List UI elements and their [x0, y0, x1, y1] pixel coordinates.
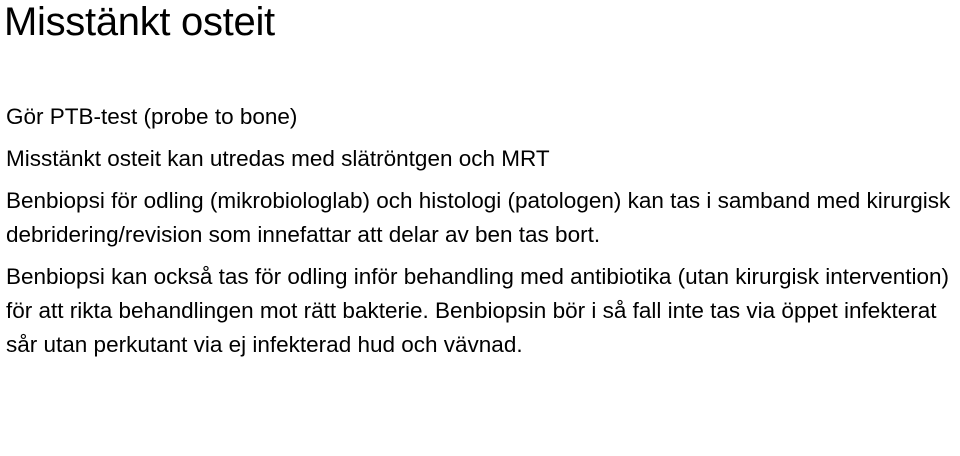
paragraph-imaging: Misstänkt osteit kan utredas med slätröntgen och MRT — [6, 146, 550, 171]
paragraph-bone-biopsy-surgery: Benbiopsi för odling (mikrobiologlab) och histologi (patologen) kan tas i samband med kirurgisk debridering/revision som innefattar att delar av ben tas bort. — [6, 188, 951, 247]
paragraph-ptb-test: Gör PTB-test (probe to bone) — [6, 104, 298, 129]
paragraph-bone-biopsy-antibiotics: Benbiopsi kan också tas för odling inför behandling med antibiotika (utan kirurgisk intervention) för att rikta behandlingen mot rätt bakterie. Benbiopsin bör i så fall inte tas via öppet infekterat sår utan perkutant via ej infekterad hud och vävnad. — [6, 264, 950, 357]
slide-body — [6, 100, 956, 370]
slide-title: Misstänkt osteit — [4, 0, 275, 44]
